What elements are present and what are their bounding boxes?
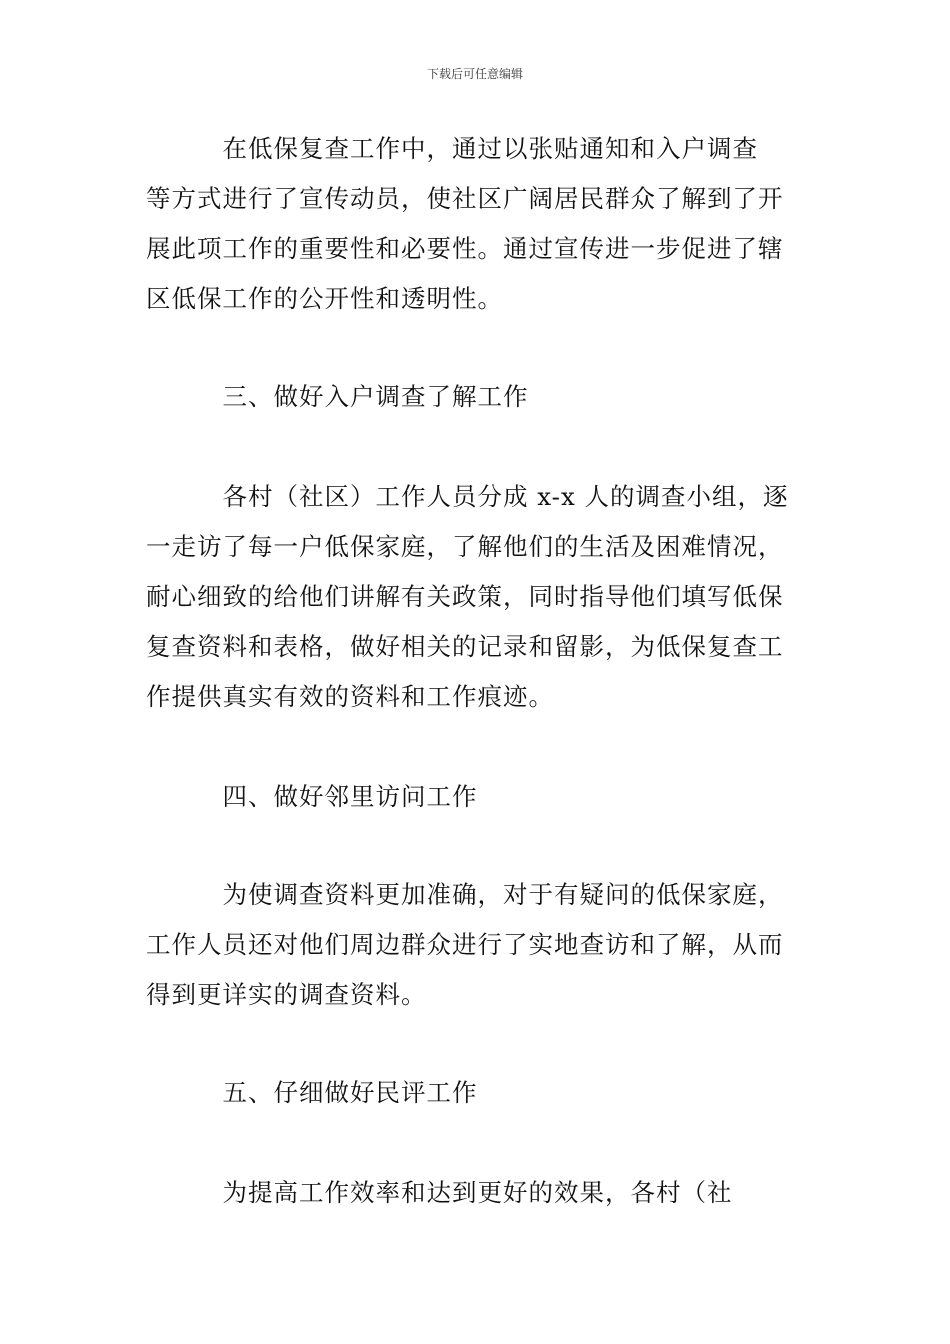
paragraph-line: 在低保复查工作中，通过以张贴通知和入户调查 xyxy=(146,134,758,163)
page-header: 下载后可任意编辑 xyxy=(426,67,523,81)
paragraph-line: 为提高工作效率和达到更好的效果，各村（社 xyxy=(146,1178,733,1207)
paragraph-line: 作提供真实有效的资料和工作痕迹。 xyxy=(146,682,554,711)
paragraph-line: 展此项工作的重要性和必要性。通过宣传进一步促进了辖 xyxy=(146,234,784,263)
paragraph-line: 等方式进行了宣传动员，使社区广阔居民群众了解到了开 xyxy=(146,184,784,213)
paragraph-line: 复查资料和表格，做好相关的记录和留影，为低保复查工 xyxy=(146,632,784,661)
paragraph-line: 区低保工作的公开性和透明性。 xyxy=(146,284,503,313)
paragraph-line: 工作人员还对他们周边群众进行了实地查访和了解，从而 xyxy=(146,930,784,959)
paragraph-line: 得到更详实的调查资料。 xyxy=(146,980,427,1009)
section-heading: 五、仔细做好民评工作 xyxy=(146,1078,478,1107)
paragraph-line: 耐心细致的给他们讲解有关政策，同时指导他们填写低保 xyxy=(146,582,784,611)
paragraph-line: 一走访了每一户低保家庭，了解他们的生活及困难情况， xyxy=(146,532,784,561)
paragraph-line: 各村（社区）工作人员分成 x-x 人的调查小组，逐 xyxy=(146,482,789,511)
section-heading: 四、做好邻里访问工作 xyxy=(146,782,478,811)
section-heading: 三、做好入户调查了解工作 xyxy=(146,382,529,411)
paragraph-line: 为使调查资料更加准确，对于有疑问的低保家庭， xyxy=(146,880,784,909)
